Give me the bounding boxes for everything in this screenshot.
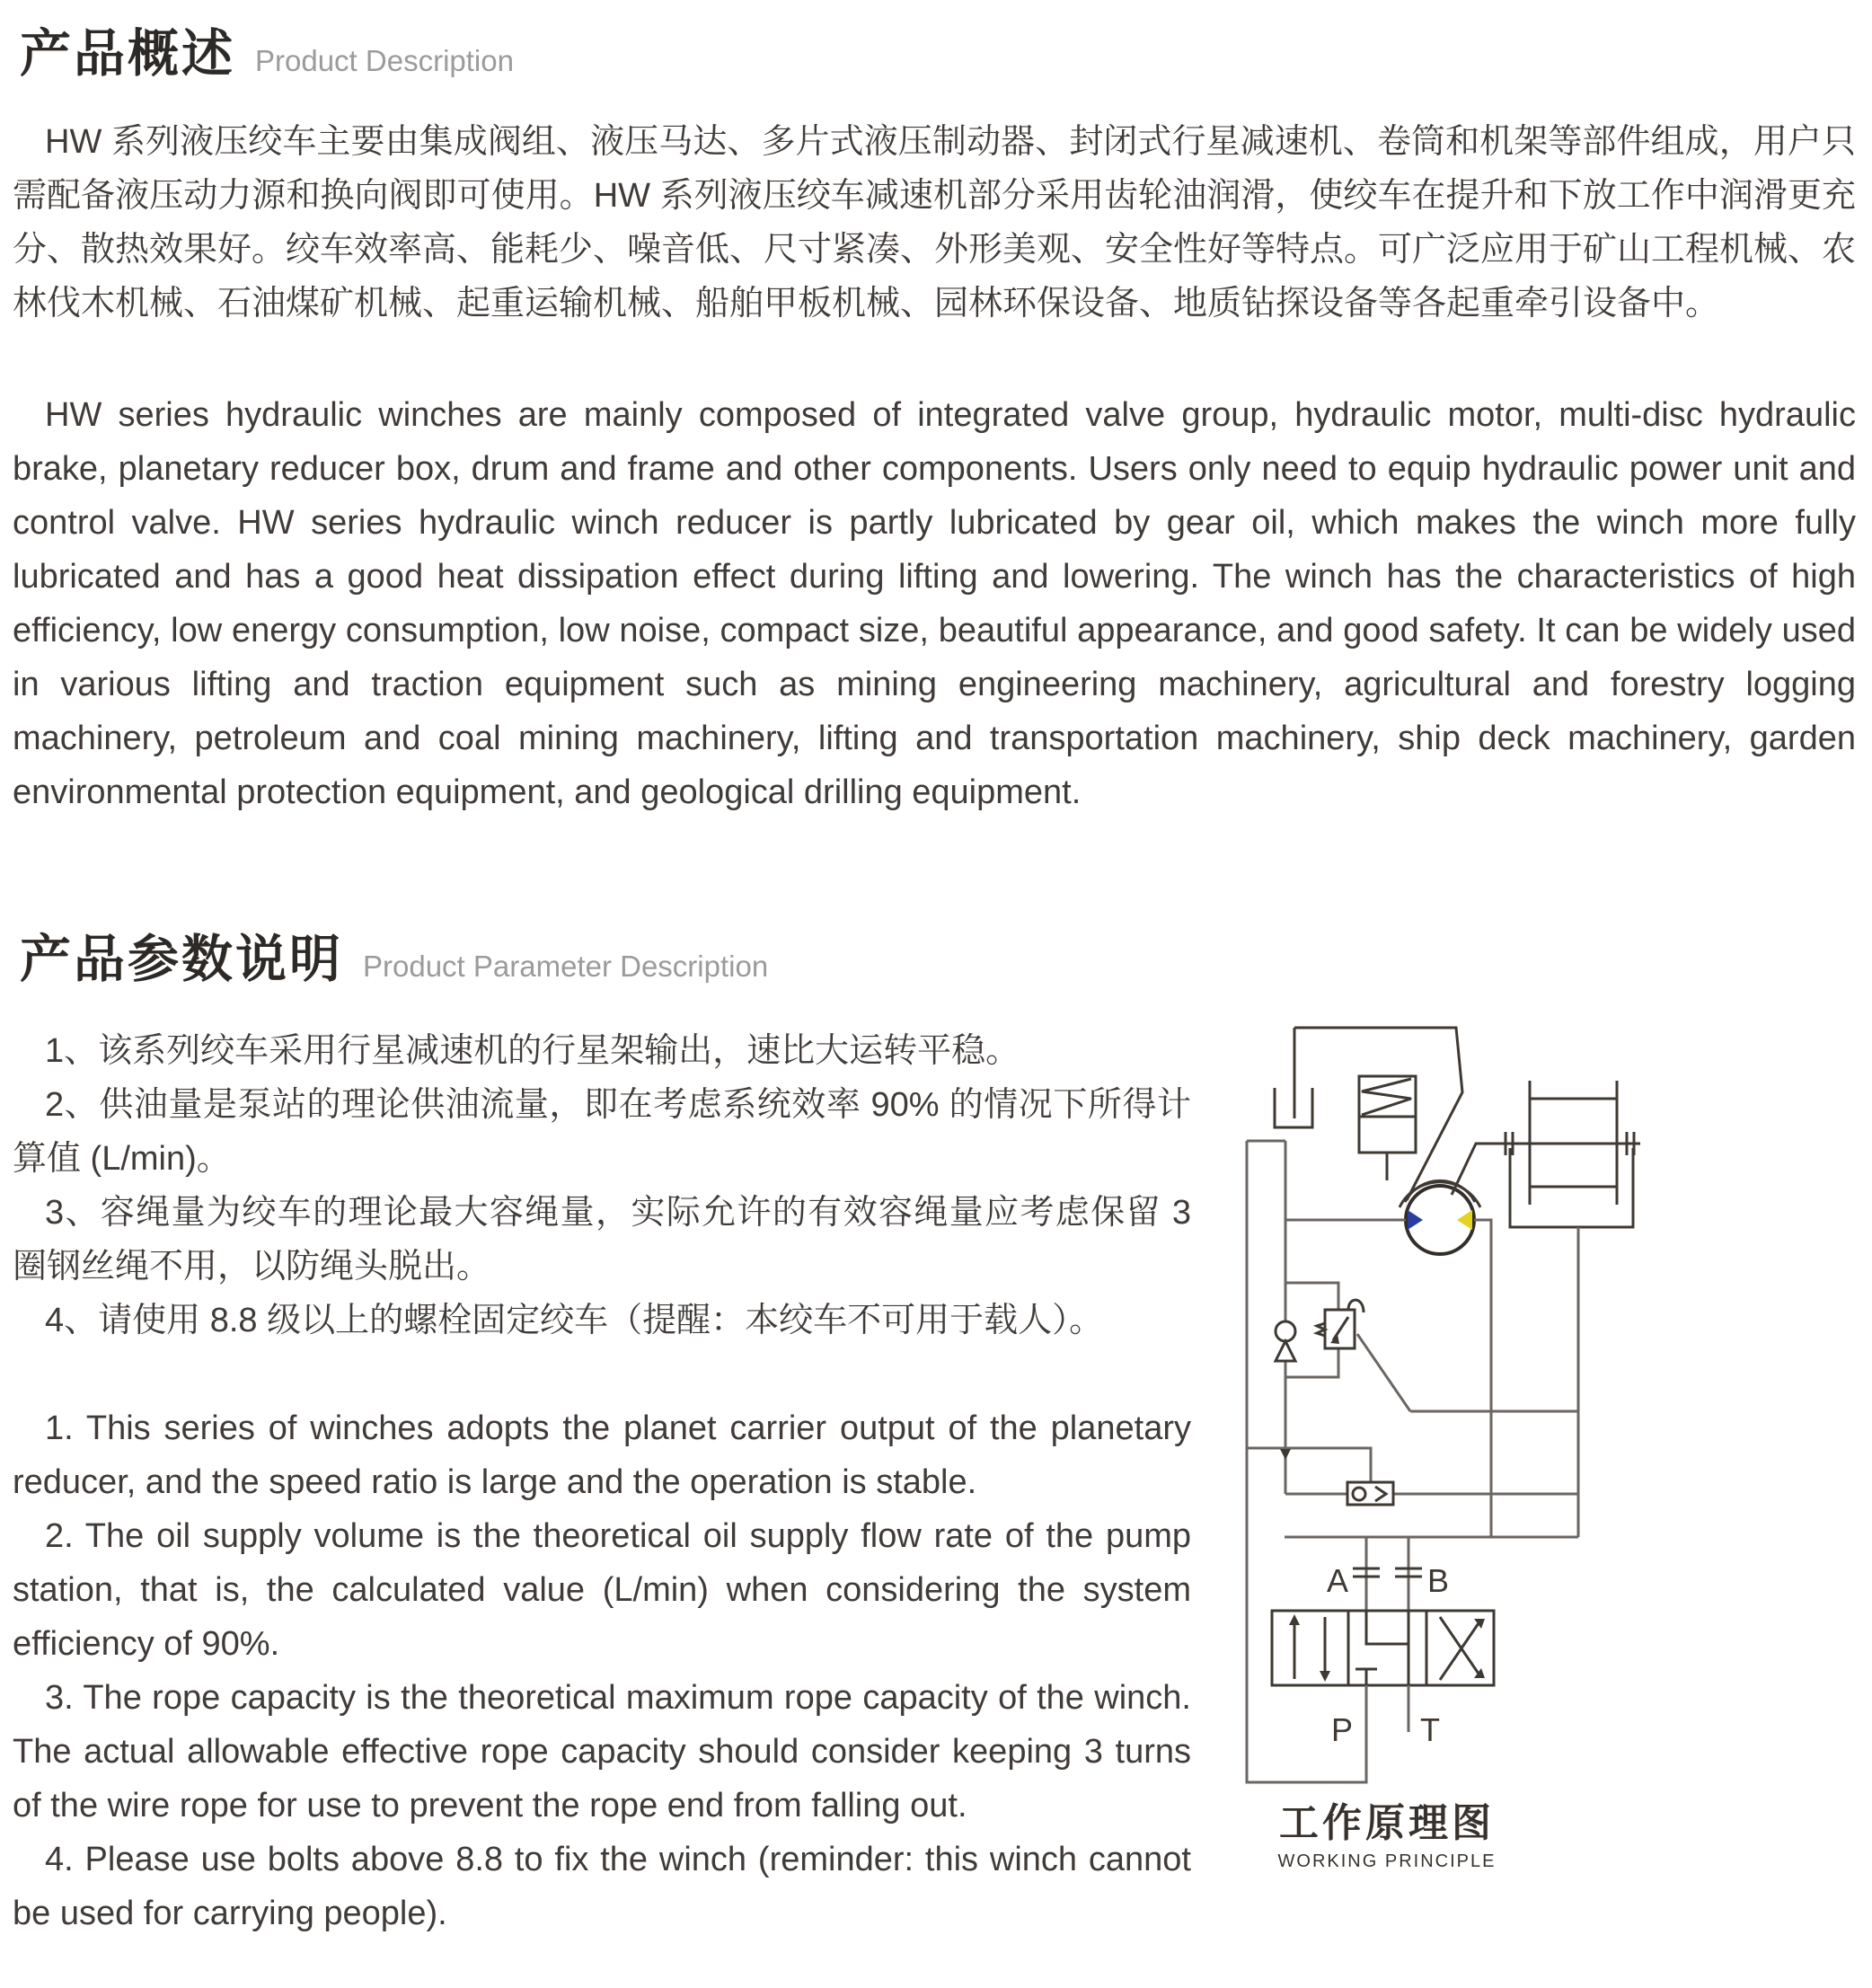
parameter-item-zh-1: 1、该系列绞车采用行星减速机的行星架输出，速比大运转平稳。 xyxy=(45,1032,1020,1070)
oil-tank-symbol xyxy=(1275,1028,1312,1127)
parameters-heading-zh: 产品参数说明 xyxy=(20,931,343,988)
parameter-item-zh-4: 4、请使用 8.8 级以上的螺栓固定绞车（提醒：本绞车不可用于载人）。 xyxy=(45,1302,1104,1339)
parameter-item-en-2: 2. The oil supply volume is the theoretical oil supply flow rate of the pump station, that is, the calculated value (L/min) when considering the system efficiency of 90%. xyxy=(13,1517,1191,1663)
diagram-caption xyxy=(1278,1801,1497,1871)
section-parameters-heading xyxy=(20,918,768,992)
parameter-item-en-1: 1. This series of winches adopts the planet carrier output of the planetary reducer, and the speed ratio is large and the operation is stable. xyxy=(13,1409,1191,1501)
hydraulic-motor-symbol xyxy=(1406,1186,1474,1254)
flow-arrowhead xyxy=(1280,1449,1291,1460)
port-label-p: P xyxy=(1330,1711,1353,1748)
port-lines-pt xyxy=(1331,1685,1440,1748)
brake-symbol xyxy=(1359,1076,1480,1207)
overview-heading-zh: 产品概述 xyxy=(20,25,235,83)
port-label-b: B xyxy=(1427,1562,1450,1599)
overview-paragraph-en: HW series hydraulic winches are mainly composed of integrated valve group, hydraulic motor, multi-disc hydraulic brake, planetary reducer box, drum and frame and other components. Users only need to equip hydraulic power unit and control valve. HW series hydraulic winch reducer is partly lubricated by gear oil, which makes the winch more fully lubricated and has a good heat dissipation effect during lifting and lowering. The winch has the characteristics of high efficiency, low energy consumption, low noise, compact size, beautiful appearance, and good safety. It can be widely used in various lifting and traction equipment such as mining engineering machinery, agricultural and forestry logging machinery, petroleum and coal mining machinery, lifting and transportation machinery, ship deck machinery, garden environmental protection equipment, and geological drilling equipment. xyxy=(13,396,1856,811)
parameter-list-zh xyxy=(13,1024,1191,1347)
overview-paragraph-en-block xyxy=(13,388,1856,819)
directional-valve-symbol xyxy=(1272,1611,1494,1685)
motor-arrow-blue xyxy=(1408,1210,1423,1230)
port-label-a: A xyxy=(1326,1562,1348,1599)
parameter-item-en-4: 4. Please use bolts above 8.8 to fix the winch (reminder: this winch cannot be used for carrying people). xyxy=(13,1841,1191,1932)
hydraulic-schematic-svg xyxy=(1229,1003,1858,1901)
section-overview-heading xyxy=(20,13,514,86)
parameter-item-en-3: 3. The rope capacity is the theoretical maximum rope capacity of the winch. The actual allowable effective rope capacity should consider keeping 3 turns of the wire rope for use to prevent the rope end from falling out. xyxy=(13,1679,1191,1825)
parameter-list-en xyxy=(13,1401,1191,1940)
top-supply-line xyxy=(1294,1028,1462,1200)
overview-paragraph-zh-block xyxy=(13,115,1856,331)
shuttle-valve-symbol xyxy=(1285,1482,1393,1505)
parameters-heading-en: Product Parameter Description xyxy=(363,950,769,983)
parameter-item-zh-3: 3、容绳量为绞车的理论最大容绳量，实际允许的有效容绳量应考虑保留 3 圈钢丝绳不用，以防绳头脱出。 xyxy=(13,1194,1191,1286)
working-principle-diagram xyxy=(1229,1003,1858,1901)
overview-paragraph-zh: HW 系列液压绞车主要由集成阀组、液压马达、多片式液压制动器、封闭式行星减速机、卷筒和机架等部件组成，用户只需配备液压动力源和换向阀即可使用。HW 系列液压绞车减速机部分采用齿轮油润滑，使绞车在提升和下放工作中润滑更充分、散热效果好。绞车效率高、能耗少、噪音低、尺寸紧凑、外形美观、安全性好等特点。可广泛应用于矿山工程机械、农林伐木机械、石油煤矿机械、起重运输机械、船舶甲板机械、园林环保设备、地质钻探设备等各起重牵引设备中。 xyxy=(13,123,1857,322)
drum-symbol xyxy=(1510,1081,1633,1227)
check-valve-symbol xyxy=(1276,1321,1295,1361)
relief-valve-symbol xyxy=(1285,1283,1410,1411)
diagram-caption-zh: 工作原理图 xyxy=(1279,1801,1495,1845)
parameter-item-zh-2: 2、供油量是泵站的理论供油流量，即在考虑系统效率 90% 的情况下所得计算值 (L/min)。 xyxy=(13,1086,1191,1178)
diagram-caption-en: WORKING PRINCIPLE xyxy=(1277,1851,1497,1871)
port-lines-ab xyxy=(1327,1537,1449,1611)
overview-heading-en: Product Description xyxy=(255,44,514,77)
port-label-t: T xyxy=(1420,1711,1440,1748)
motor-arrow-yellow xyxy=(1457,1210,1472,1230)
